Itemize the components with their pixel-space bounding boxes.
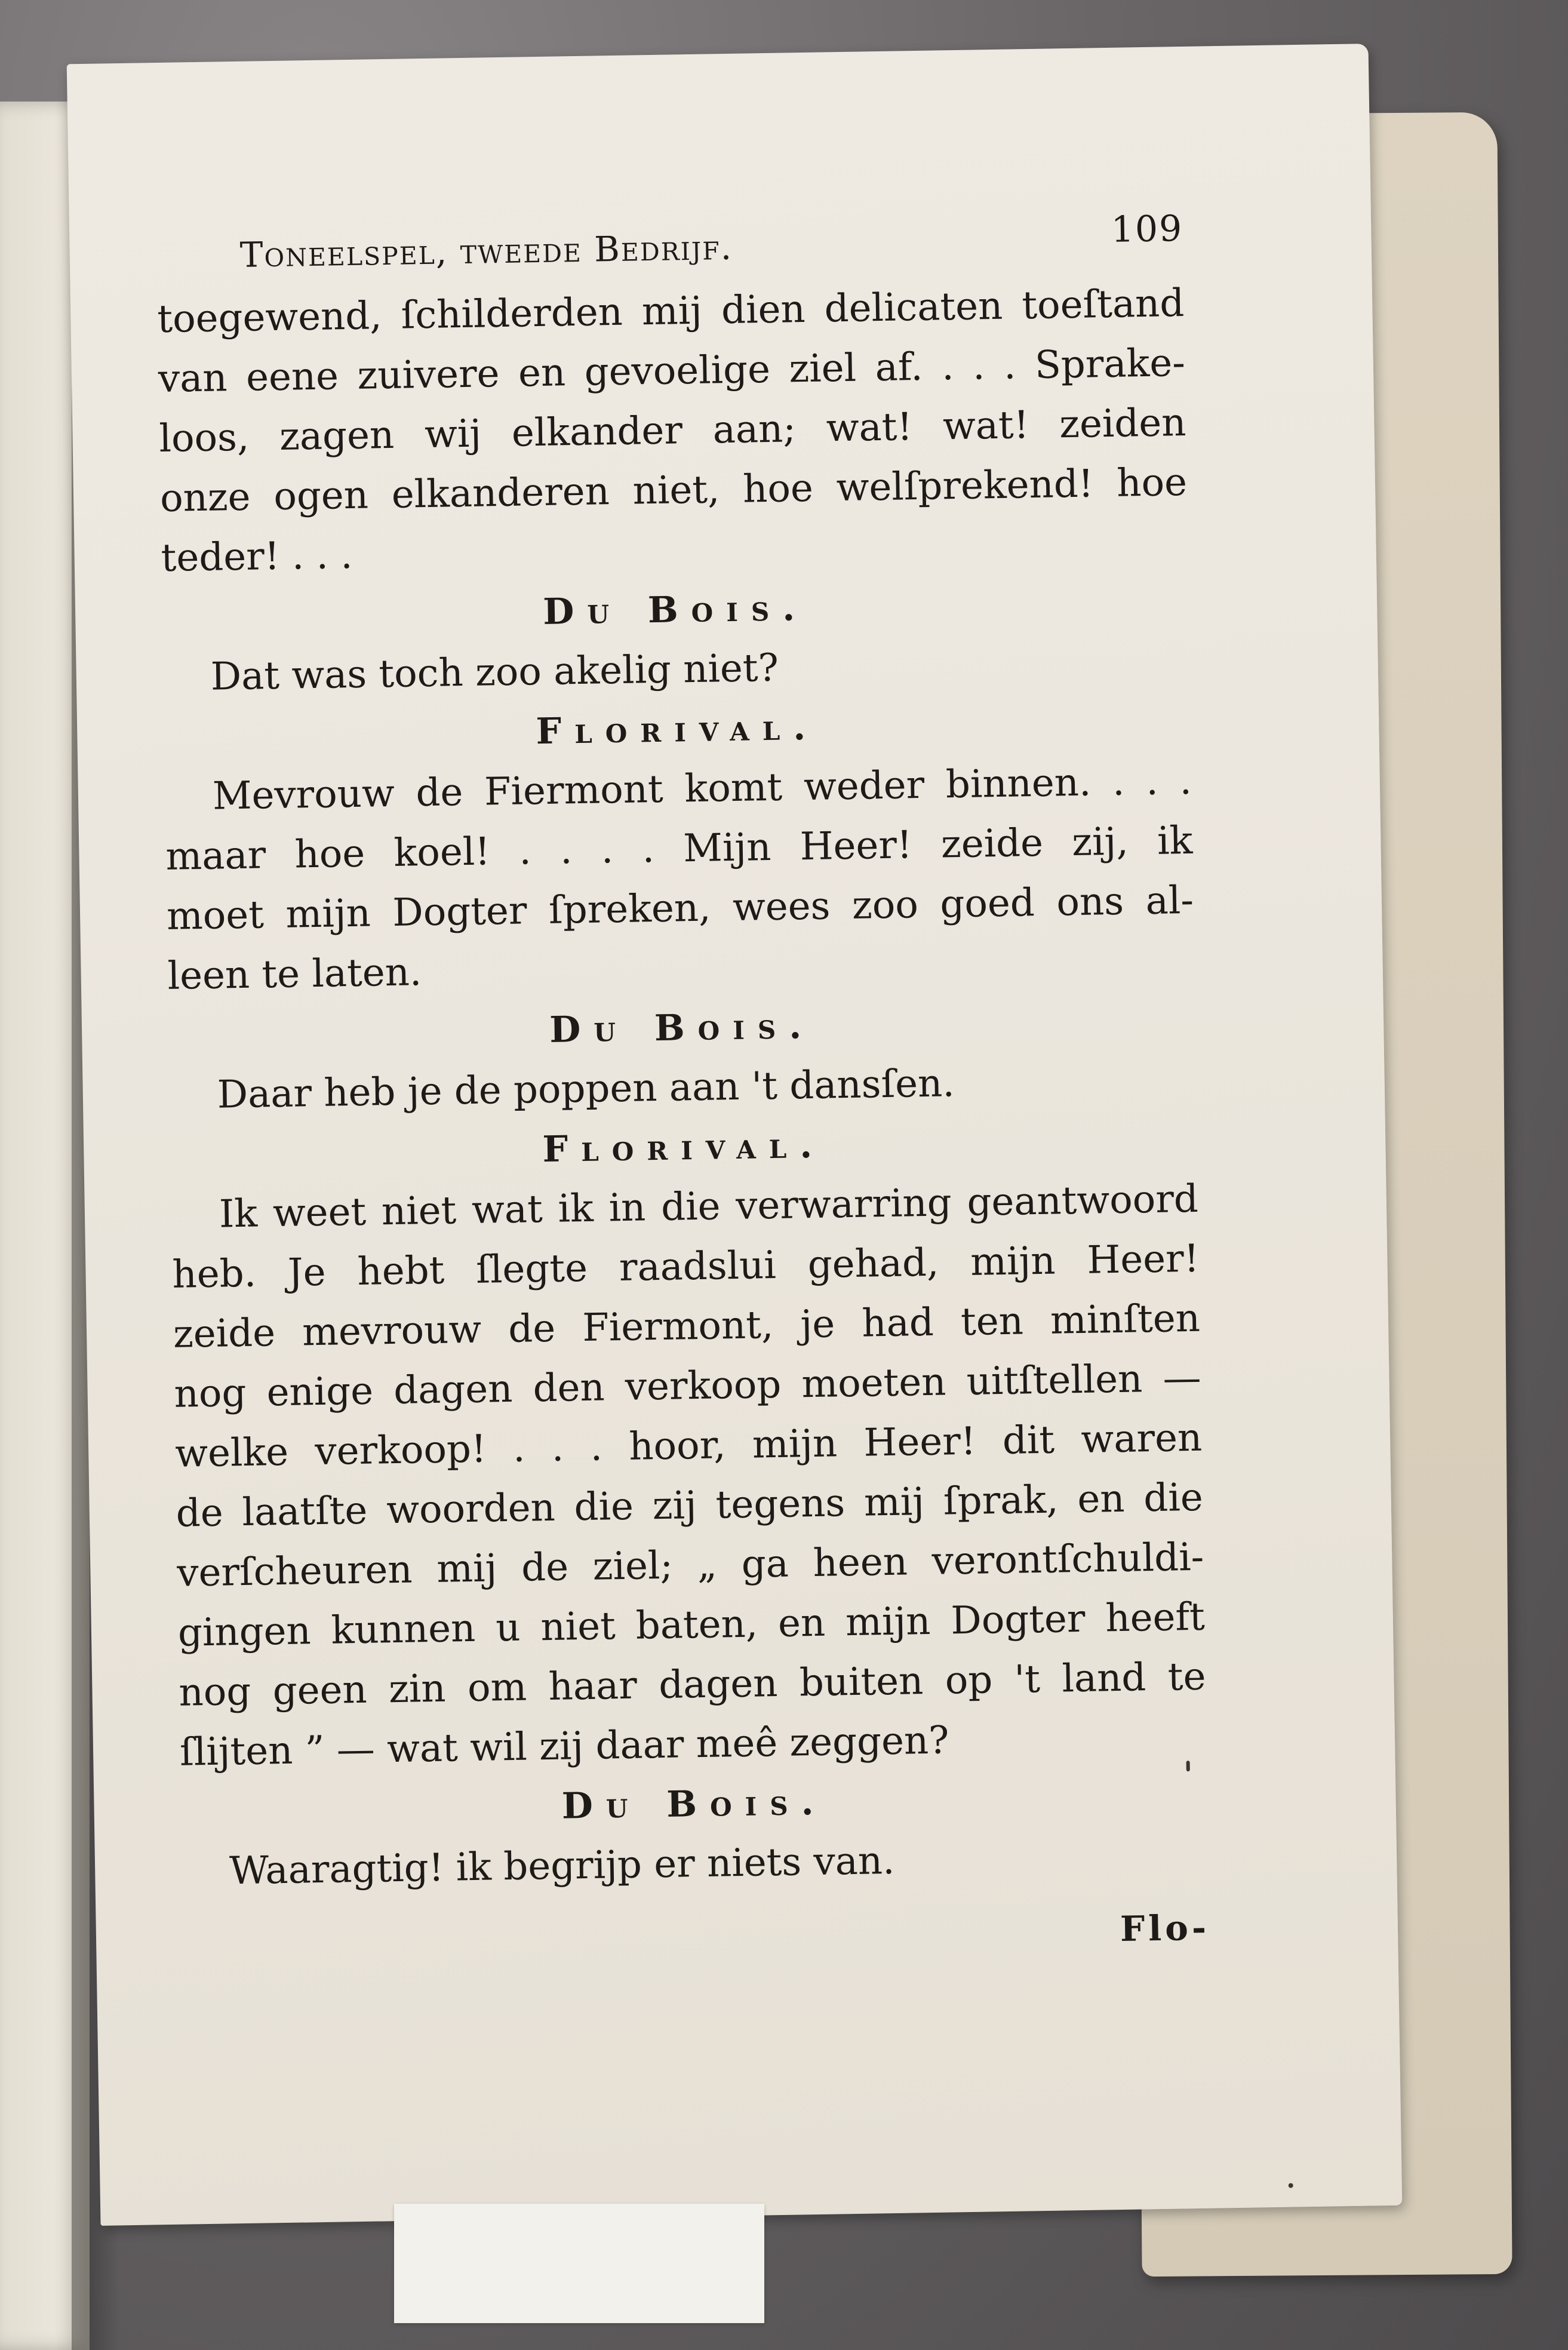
text-line: onze ogen elkanderen niet, hoe welſprekend! hoe	[159, 460, 1188, 521]
text-line: Daar heb je de poppen aan 't dansſen.	[217, 1061, 955, 1117]
text-line: nog geen zin om haar dagen buiten op 't land te	[178, 1654, 1206, 1715]
text-line: Dat was toch zoo akelig niet?	[210, 646, 779, 699]
text-line: Waaragtig! ik begrijp er niets van.	[229, 1838, 895, 1894]
catchword: Flo-	[1120, 1907, 1210, 1950]
text-line: leen te laten.	[167, 950, 422, 999]
text-line: toegewend, ſchilderden mij dien delicaten toeſtand	[156, 281, 1185, 342]
text-line: ſlijten ” — wat wil zij daar meê zeggen?	[179, 1718, 949, 1775]
text-line: loos, zagen wij elkander aan; wat! wat! zeiden	[159, 400, 1186, 461]
text-line: de laatſte woorden die zij tegens mij ſprak, en die	[176, 1475, 1204, 1536]
text-line: Ik weet niet wat ik in die verwarring geantwoord	[219, 1176, 1199, 1237]
text-line: gingen kunnen u niet baten, en mijn Dogter heeft	[177, 1595, 1206, 1655]
paper-speck	[1186, 1761, 1190, 1771]
speaker-heading: Florival.	[535, 706, 819, 753]
speaker-heading: Du Bois.	[549, 1004, 815, 1051]
speaker-heading: Du Bois.	[542, 586, 808, 633]
book-page	[67, 44, 1403, 2226]
text-line: van eene zuivere en gevoelige ziel af. . . . Sprake-	[158, 340, 1186, 401]
text-line: verſcheuren mij de ziel; „ ga heen verontſchuldi-	[176, 1535, 1204, 1596]
speaker-heading: Du Bois.	[561, 1781, 827, 1827]
running-title: Toneelspel, tweede Bedrijf.	[239, 226, 733, 275]
text-line: moet mijn Dogter ſpreken, wees zoo goed ons al-	[166, 878, 1194, 939]
speaker-heading: Florival.	[542, 1124, 826, 1171]
paper-speck	[1289, 2183, 1293, 2188]
page-body	[157, 274, 1209, 1902]
paper-slip	[394, 2204, 764, 2323]
page-text-block	[156, 208, 1210, 1974]
text-line: Mevrouw de Fiermont komt weder binnen. . . .	[212, 758, 1192, 819]
page-number: 109	[1111, 208, 1183, 251]
text-line: nog enige dagen den verkoop moeten uitſtellen —	[174, 1356, 1202, 1417]
text-line: welke verkoop! . . . hoor, mijn Heer! dit waren	[174, 1415, 1203, 1476]
text-line: heb. Je hebt ſlegte raadslui gehad, mijn Heer!	[171, 1236, 1200, 1297]
text-line: teder! . . .	[161, 533, 353, 580]
text-line: zeide mevrouw de Fiermont, je had ten minſten	[173, 1296, 1201, 1357]
text-line: maar hoe koel! . . . . Mijn Heer! zeide zij, ik	[165, 818, 1193, 879]
